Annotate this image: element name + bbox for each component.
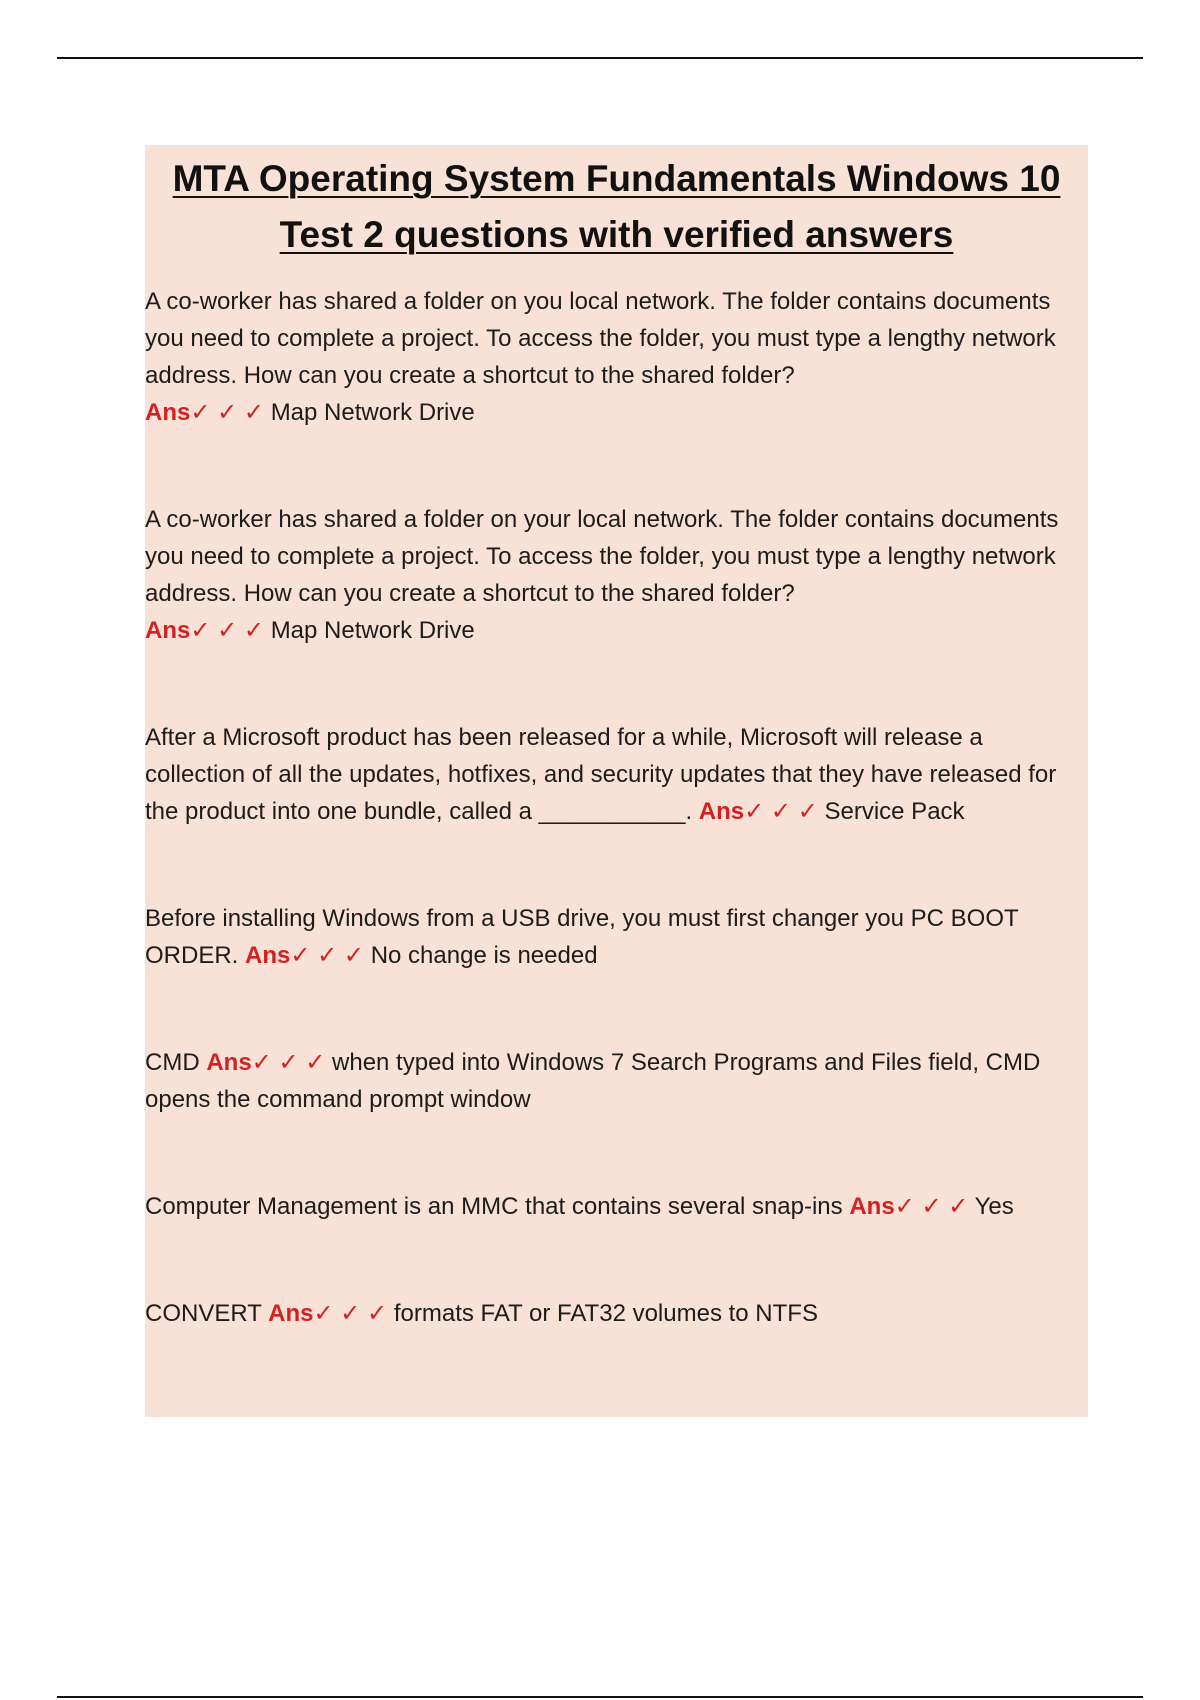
document-title	[145, 145, 1088, 263]
qa-item	[145, 501, 1088, 649]
question-text: CONVERT	[145, 1300, 262, 1327]
answer-label: Ans	[206, 1049, 252, 1076]
question-text: Before installing Windows from a USB drive, you must first changer you PC BOOT ORDER.	[145, 905, 1019, 969]
question-text: CMD	[145, 1049, 200, 1076]
title-line-1: MTA Operating System Fundamentals Windows 10	[172, 158, 1061, 199]
answer-text: formats FAT or FAT32 volumes to NTFS	[393, 1300, 818, 1327]
answer-label: Ans	[268, 1300, 314, 1327]
qa-item	[145, 900, 1088, 974]
header-rule	[57, 57, 1143, 59]
answer-text: Yes	[974, 1193, 1014, 1220]
qa-item	[145, 1295, 1088, 1332]
qa-item	[145, 719, 1088, 830]
footer-rule	[57, 1696, 1143, 1698]
check-marks: ✓ ✓ ✓	[313, 1300, 388, 1327]
qa-item	[145, 1044, 1088, 1118]
check-marks: ✓ ✓ ✓	[894, 1193, 969, 1220]
answer-text: No change is needed	[370, 942, 598, 969]
answer-label: Ans	[245, 942, 291, 969]
answer-label: Ans	[849, 1193, 895, 1220]
answer-text: when typed into Windows 7 Search Programs and Files field, CMD opens the command prompt window	[145, 1049, 1041, 1113]
question-text: A co-worker has shared a folder on you local network. The folder contains documents you need to complete a project. To access the folder, you must type a lengthy network address. How can you create a shortcut to the shared folder?	[145, 288, 1056, 389]
check-marks: ✓ ✓ ✓	[744, 798, 818, 825]
question-text: A co-worker has shared a folder on your local network. The folder contains documents you need to complete a project. To access the folder, you must type a lengthy network address. How can you create a shortcut to the shared folder?	[145, 506, 1059, 607]
qa-item	[145, 1188, 1088, 1225]
check-marks: ✓ ✓ ✓	[251, 1049, 326, 1076]
qa-item	[145, 283, 1088, 431]
question-text: Computer Management is an MMC that contains several snap-ins	[145, 1193, 843, 1220]
title-line-2: Test 2 questions with verified answers	[279, 214, 954, 255]
answer-text: Map Network Drive	[270, 617, 475, 644]
check-marks: ✓ ✓ ✓	[190, 399, 265, 426]
question-text: After a Microsoft product has been released for a while, Microsoft will release a collection of all the updates, hotfixes, and security updates that they have released for the product into one bundle, called a ___________.	[145, 724, 1057, 825]
answer-label: Ans	[145, 399, 191, 426]
answer-label: Ans	[145, 617, 191, 644]
answer-text: Map Network Drive	[270, 399, 475, 426]
answer-label: Ans	[698, 798, 745, 825]
check-marks: ✓ ✓ ✓	[190, 617, 265, 644]
check-marks: ✓ ✓ ✓	[290, 942, 365, 969]
answer-text: Service Pack	[824, 798, 965, 825]
document-body	[145, 145, 1088, 1417]
